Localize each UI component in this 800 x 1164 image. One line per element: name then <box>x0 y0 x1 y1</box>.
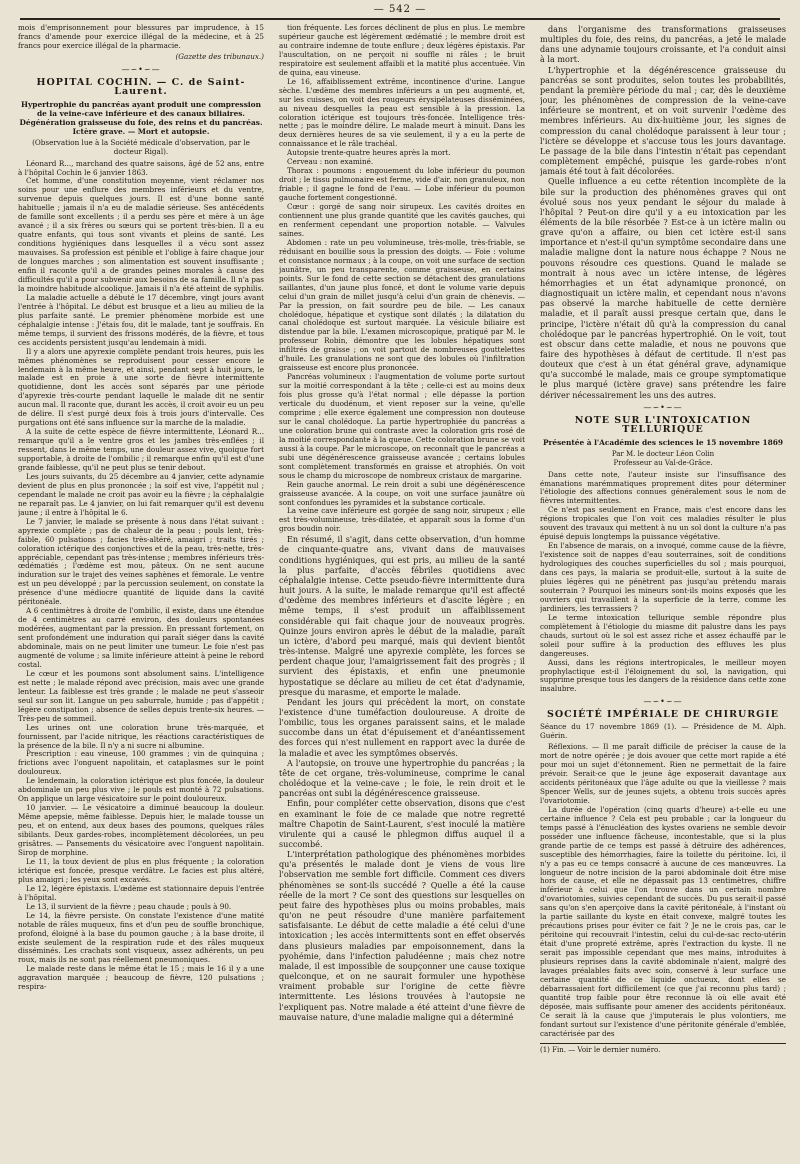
paragraph: dans l'organisme des transformations graisseuses multiples du foie, des reins, du pancréas, a jeté le malade dans une adynamie toujours croissante, et l'a conduit ainsi à la mort. <box>540 24 786 65</box>
hospital-heading: HOPITAL COCHIN. — C. de Saint-Laurent. <box>36 76 246 97</box>
case-subtitle: Hypertrophie du pancréas ayant produit une compression de la veine-cave inférieure et des canaux biliaires. Dégénération graisseuse du foie, des reins et du pancréas. Ictère grave. — Mort et autopsie. <box>19 99 263 136</box>
paragraph: Le 11, la toux devient de plus en plus fréquente ; la coloration ictérique est foncée, presque verdâtre. Le facies est plus altéré, plus amaigri ; les yeux sont excavés. <box>18 856 264 884</box>
page-number: — 542 — <box>373 4 427 15</box>
paragraph: Le 13, il survient de la fièvre ; peau chaude ; pouls à 90. <box>26 901 232 911</box>
paragraph: Thorax : poumons : engouement du lobe inférieur du poumon droit ; le tissu pulmonaire est ferme, vide d'air, non granuleux, non friable ; il gagne le fond de l'eau. — Lobe inférieur du poumon gauche fortement congestionné. <box>279 166 525 203</box>
observation-note: (Observation lue à la Société médicale d'observation, par le docteur Rigal). <box>32 137 250 156</box>
paragraph: La maladie actuelle a débuté le 17 décembre, vingt jours avant l'entrée à l'hôpital. Le début est brusque et a lieu au milieu de la plus parfaite santé. Le premier phénomène morbide est une céphalalgie intense : J'étais fou, dit le malade, tant je souffrais. En même temps, il survient des frissons modérés, de la fièvre, et tous ces accidents persistent jusqu'au lendemain à midi. <box>18 292 264 347</box>
paragraph: Cet homme, d'une constitution moyenne, vient réclamer nos soins pour une enflure des membres inférieurs et du ventre, survenue depuis quelques jours. Il est d'une bonne santé habituelle ; jamais il n'a eu de maladie sérieuse. Ses antécédents de famille sont excellents ; il a perdu ses père et mère à un âge avancé ; il a six frères ou sœurs qui se portent très-bien. Il a eu quatre enfants, qui tous sont vivants et pleins de santé. Les conditions hygiéniques dans lesquelles il a vécu sont assez mauvaises. Sa profession est pénible et l'oblige à faire chaque jour de longues marches ; son alimentation est souvent insuffisante ; enfin il raconte qu'il a de grandes peines morales à cause des difficultés qu'il a pour subvenir aux besoins de sa famille. Il n'a pas la moindre habitude alcoolique. Jamais il n'a été atteint de syphilis. <box>18 176 264 293</box>
paragraph: A l'autopsie, on trouve une hypertrophie du pancréas ; la tête de cet organe, très-volumineuse, comprime le canal cholédoque et la veine-cave ; le foie, le rein droit et le pancréas ont subi la dégénérescence graisseuse. <box>279 757 525 799</box>
paragraph: Les jours suivants, du 25 décembre au 4 janvier, cette adynamie devient de plus en plus prononcée ; la soif est vive, l'appétit nul ; cependant le malade ne croit pas avoir eu la fièvre ; la céphalalgie ne reparaît pas. Le 4 janvier, on lui fait remarquer qu'il est devenu jaune ; il entre à l'hôpital le 6. <box>18 471 264 517</box>
column-2-summary <box>279 534 525 1022</box>
paragraph: En l'absence de marais, on a invoqué, comme cause de la fièvre, l'existence soit de nappes d'eau souterraines, soit de conditions hydrologiques des couches superficielles du sol ; mais pourquoi, dans ces pays, la malaria se produit-elle, surtout à la suite de pluies légères qui ne pénètrent pas jusqu'au prétendu marais souterrain ? Pourquoi les mineurs sont-ils moins exposés que les ouvriers qui travaillent à la superficie de la terre, comme les jardiniers, les terrassiers ? <box>540 541 786 613</box>
note-author: Par M. le docteur Léon Colin <box>611 449 715 458</box>
column-3 <box>540 24 786 1154</box>
paragraph: Le malade reste dans le même état le 15 ; mais le 16 il y a une aggravation marquée ; beaucoup de fièvre, 120 pulsations ; respira- <box>18 964 264 992</box>
paragraph: 10 janvier. — Le vésicatoire a diminué beaucoup la douleur. Même apepsie, même faiblesse. Depuis hier, le malade tousse un peu, et on entend, aux deux bases des poumons, quelques râles sibilants. Deux gardes-robes, incomplètement décolorées, un peu grisâtres. — Pansements du vésicatoire avec l'onguent napolitain. Sirop de morphine. <box>18 803 264 857</box>
paragraph: Le cœur et les poumons sont absolument sains. L'intelligence est nette ; le malade répond avec précision, mais avec une grande lenteur. La faiblesse est très grande ; le malade ne peut s'asseoir seul sur son lit. Langue un peu saburrale, humide ; pas d'appétit ; légère constipation ; absence de selles depuis trente-six heures. — Très-peu de sommeil. <box>18 668 264 723</box>
paragraph: Abdomen : rate un peu volumineuse, très-molle, très-friable, se réduisant en bouillie sous la pression des doigts. — Foie : volume et consistance normaux ; à la coupe, on voit une surface de section jaunâtre, un peu transparente, comme graisseuse, en certains points. Sur le fond de cette section se détachent des granulations saillantes, d'un jaune plus foncé, et dont le volume varie depuis celui d'un grain de millet jusqu'à celui d'un grain de chènevis. — Par la pression, on fait sourdre peu de bile. — Les canaux cholédoque, hépatique et cystique sont dilatés ; la dilatation du canal cholédoque est surtout marquée. La vésicule biliaire est distendue par la bile. L'examen microscopique, pratiqué par M. le professeur Robin, démontre que les lobules hépatiques sont infiltrés de graisse ; on voit partout de nombreuses gouttelettes d'huile. Les granulations ne sont que des lobules où l'infiltration graisseuse est encore plus prononcée. <box>279 237 525 373</box>
column-1 <box>18 24 264 1154</box>
paragraph: Réflexions. — Il me paraît difficile de préciser la cause de la mort de notre opérée ; je dois avouer que cette mort rapide a été pour moi un sujet d'étonnement. Rien ne permettait de la faire prévoir. Serait-ce que le jeune âge exposerait davantage aux accidents péritonéaux que l'âge adulte ou que la vieillesse ? mais Spencer Wells, sur de jeunes sujets, a obtenu trois succès après l'ovariotomie. <box>540 742 786 805</box>
column-3-body <box>540 24 786 400</box>
continuation-text: mois d'emprisonnement pour blessures par imprudence, à 15 francs d'amende pour exercice illégal de la médecine, et à 25 francs pour exercice illégal de la pharmacie. <box>18 24 264 50</box>
ornament-divider: —∽•∽— <box>121 64 161 74</box>
paragraph: Le 12, légère épistaxis. L'œdème est stationnaire depuis l'entrée à l'hôpital. <box>18 883 264 902</box>
paragraph: Le 14, la fièvre persiste. On constate l'existence d'une matité notable de râles muqueux, fins et d'un peu de souffle bronchique, profond, éloigné à la base du poumon gauche ; à la base droite, il existe seulement de la respiration rude et des râles muqueux disséminés. Les crachats sont visqueux, assez adhérents, un peu roux, mais ils ne sont pas réellement pneumoniques. <box>18 910 264 965</box>
note-author-role: Professeur au Val-de-Grâce. <box>613 458 713 467</box>
paragraph: Quelle influence a eu cette rétention incomplète de la bile sur la production des phénomènes graves qui ont évolué sous nos yeux pendant le séjour du malade à l'hôpital ? Peut-on dire qu'il y a eu intoxication par les éléments de la bile résorbée ? Est-ce à un ictère malin ou grave qu'on a affaire, ou bien cet ictère est-il sans importance et n'est-il qu'un symptôme secondaire dans une maladie maligne dont la nature nous échappe ? Nous ne pouvons résoudre ces questions. Quand le malade se montrait à nous avec un ictère intense, de légères hémorrhagies et un état adynamique prononcé, on diagnostiquait un ictère malin, et cependant nous n'avons pas observé la marche habituelle de cette dernière maladie, et il paraît aussi presque certain que, dans le principe, l'ictère n'était dû qu'à la compression du canal cholédoque par le pancréas hypertrophié. On le voit, tout est obscur dans cette maladie, et nous ne pouvons que faire des hypothèses à défaut de certitude. Il n'est pas douteux que c'est à un état général grave, adynamique qu'a succombé le malade, mais ce groupe symptomatique le plus marqué (ictère grave) sans prétendre les faire dériver nécessairement les uns des autres. <box>540 176 786 400</box>
paragraph: tion fréquente. Les forces déclinent de plus en plus. Le membre supérieur gauche est légèrement œdématié ; le membre droit est au contraire indemne de toute enflure ; deux légères épistaxis. Par l'auscultation, on ne perçoit ni souffle ni râles ; le bruit respiratoire est seulement affaibli et la matité plus accentuée. Vin de quina, eau vineuse. <box>279 24 525 77</box>
paragraph: Les urines ont une coloration brune très-marquée, et fournissent, par l'acide nitrique, les réactions caractéristiques de la présence de la bile. Il n'y a ni sucre ni albumine. <box>18 722 264 750</box>
paragraph: Aussi, dans les régions intertropicales, le meilleur moyen prophylactique est-il l'éloignement du sol, la navigation, qui supprime presque tous les dangers de la résidence dans cette zone insalubre. <box>540 657 786 694</box>
paragraph: Prescription : eau vineuse, 100 grammes ; vin de quinquina ; frictions avec l'onguent napolitain, et cataplasmes sur le point douloureux. <box>18 749 264 777</box>
paragraph: Il y a alors une apyrexie complète pendant trois heures, puis les mêmes phénomènes se reproduisent pour cesser encore le lendemain à la même heure, et ainsi, pendant sept à huit jours, le malade est en proie à une sorte de fièvre intermittente quotidienne, dont les accès sont séparés par une période d'apyrexie très-courte pendant laquelle le malade dit ne sentir aucun mal. Il raconte que, durant les accès, il croit avoir eu un peu de délire. Il s'est purgé deux fois à trois jours d'intervalle. Ces purgations ont été sans influence sur la marche de la maladie. <box>18 346 264 428</box>
paragraph: Pancréas volumineux : l'augmentation de volume porte surtout sur la moitié correspondant à la tête ; celle-ci est au moins deux fois plus grosse qu'à l'état normal ; elle dépasse la portion verticale du duodénum, et vient reposer sur la veine, qu'elle comprime ; elle exerce également une compression non douteuse sur le canal cholédoque. La partie hypertrophiée du pancréas a une coloration brune qui contraste avec la coloration gris rosé de la moitié correspondante à la queue. Cette coloration brune se voit aussi à la coupe. Par le microscope, on reconnaît que le pancréas a subi une dégénérescence graisseuse avancée ; certains lobules sont complètement transformés en graisse et atrophiés. On voit sous le champ du microscope de nombreux cristaux de margarine. <box>279 372 525 480</box>
paragraph: Le 16, affaiblissement extrême, incontinence d'urine. Langue sèche. L'œdème des membres inférieurs a un peu augmenté, et, sur les cuisses, on voit des rougeurs érysipélateuses disséminées, au niveau desquelles la peau est sensible à la pression. La coloration ictérique est toujours très-foncée. Intelligence très-nette ; pas le moindre délire. Le malade meurt à minuit. Dans les deux dernières heures de sa vie seulement, il y a eu la perte de connaissance et le râle trachéal. <box>279 76 525 149</box>
note-title: NOTE SUR L'INTOXICATION TELLURIQUE <box>574 414 752 435</box>
paragraph: Rein gauche anormal. Le rein droit a subi une dégénérescence graisseuse avancée. A la coupe, on voit une surface jaunâtre où sont confondues les pyramides et la substance corticale. <box>279 479 525 507</box>
paragraph: Le lendemain, la coloration ictérique est plus foncée, la douleur abdominale un peu plus vive ; le pouls est monté à 72 pulsations. On applique un large vésicatoire sur le point douloureux. <box>18 776 264 804</box>
ornament-divider: —∽•∽— <box>643 402 683 412</box>
column-1-body <box>18 160 264 993</box>
paragraph: Cerveau : non examiné. <box>287 157 374 167</box>
paragraph: Pendant les jours qui précèdent la mort, on constate l'existence d'une tuméfaction douloureuse. A droite de l'ombilic, tous les organes paraissent sains, et le malade succombe dans un état d'épuisement et d'anéantissement des forces qui n'est nullement en rapport avec la durée de la maladie et avec les symptômes observés. <box>279 696 525 758</box>
paragraph: Autopsie trente-quatre heures après la mort. <box>287 148 451 158</box>
paragraph: Ce n'est pas seulement en France, mais c'est encore dans les régions tropicales que l'on voit ces maladies résulter le plus souvent des travaux qui mettent à nu un sol dont la culture n'a pas épuisé depuis longtemps la puissance végétative. <box>540 505 786 542</box>
society-body <box>540 743 786 1038</box>
society-session: Séance du 17 novembre 1869 (1). — Présidence de M. Alph. Guérin. <box>540 722 786 741</box>
source-citation: (Gazette des tribunaux.) <box>175 51 264 61</box>
paragraph: La durée de l'opération (cinq quarts d'heure) a-t-elle eu une certaine influence ? Cela est peu probable ; car la longueur du temps passé à l'énucléation des kystes ovariens ne semble devoir posséder une influence fâcheuse, incontestable, que si la plus grande partie de ce temps est passé à détruire des adhérences, susceptible des hémorrhagies, faire la toilette du péritoine. Ici, il n'y a pas eu ce temps consacré à aucune de ces manœuvres. La longueur de notre incision de la paroi abdominale doit être mise hors de cause, et elle ne dépassait pas 13 centimètres, chiffre inférieur à celui que l'on trouve dans un certain nombre d'ovariotomies, suivies cependant de succès. Du pus serait-il passé sans qu'on s'en aperçoive dans la cavité péritonéale, à l'instant où la partie saillante du kyste en était convexe, malgré toutes les précautions prises pour éviter ce fait ? Je ne le crois pas, car le péritoine qui recouvrait l'intestin, celui du cul-de-sac recto-utérin était d'une propreté extrême, après l'extraction du kyste. Il ne serait pas impossible cependant que mes mains, introduites à plusieurs reprises dans la cavité abdominale n'aient, malgré des lavages préalables faits avec soin, conservé à leur surface une certaine quantité de ce liquide onctueux, dont elles se débarrassaient fort difficilement (ce que j'ai reconnu plus tard) ; quantité trop faible pour être reconnue là où elle avait été déposée, mais suffisante pour amener des accidents péritonéaux. Ce serait là la cause que j'imputerais le plus volontiers, me fondant surtout sur l'existence d'une péritonite générale d'emblée, caractérisée par des <box>540 804 786 1038</box>
top-rule <box>20 18 780 20</box>
column-2-body <box>279 24 525 534</box>
paragraph: L'hypertrophie et la dégénérescence graisseuse du pancréas se sont produites, selon toutes les probabilités, pendant la première période du mal ; car, dès le deuxième jour, les phénomènes de compression de la veine-cave inférieure se montrent, et on voit survenir l'œdème des membres inférieurs. Au dix-huitième jour, les signes de compression du canal cholédoque paraissent à leur tour ; l'ictère se développe et s'accuse tous les jours davantage. Le passage de la bile dans l'intestin n'était pas cependant complètement empêché, puisque les garde-robes n'ont jamais été tout à fait décolorées. <box>540 64 786 177</box>
ornament-divider: —∽•∽— <box>643 697 683 707</box>
column-2 <box>279 24 525 1154</box>
paragraph: A la suite de cette espèce de fièvre intermittente, Léonard R... remarque qu'il a le ventre gros et les jambes très-enflées ; il ressent, dans le même temps, une douleur assez vive, quoique fort supportable, à droite de l'ombilic ; il remarque enfin qu'il est d'une grande faiblesse, qu'il ne peut plus se tenir debout. <box>18 427 264 472</box>
footnote: (1) Fin. — Voir le dernier numéro. <box>540 1043 786 1055</box>
paragraph: Léonard R..., marchand des quatre saisons, âgé de 52 ans, entre à l'hôpital Cochin le 6 janvier 1863. <box>18 158 264 177</box>
paragraph: En résumé, il s'agit, dans cette observation, d'un homme de cinquante-quatre ans, vivant dans de mauvaises conditions hygiéniques, qui est pris, au milieu de la santé la plus parfaite, d'accès fébriles quotidiens avec céphalalgie intense. Cette pseudo-fièvre intermittente dura huit jours. A la suite, le malade remarque qu'il est affecté d'œdème des membres inférieurs et d'ascite légère ; en même temps, il s'est produit un affaiblissement considérable qui fait chaque jour de nouveaux progrès. Quinze jours environ après le début de la maladie, paraît un ictère, d'abord peu marqué, mais qui devient bientôt très-intense. Malgré une apyrexie complète, les forces se perdent chaque jour, l'amaigrissement fait des progrès ; il survient des épistaxis, et enfin une pneumonie hypostatique se déclare au milieu de cet état d'adynamie, presque du marasme, et emporte le malade. <box>279 534 525 697</box>
paragraph: L'interprétation pathologique des phénomènes morbides qu'a présentés le malade dont je viens de vous lire l'observation me semble fort difficile. Comment ces divers phénomènes se sont-ils succédé ? Quelle a été la cause réelle de la mort ? Ce sont des questions sur lesquelles on peut faire des hypothèses plus ou moins probables, mais qu'on ne peut résoudre d'une manière parfaitement satisfaisante. Le début de cette maladie a été celui d'une intoxication ; les accès intermittents sont en effet observés dans plusieurs maladies par empoisonnement, dans la pyohémie, dans l'infection paludéenne ; mais chez notre malade, il est impossible de soupçonner une cause toxique quelconque, et on ne saurait formuler une hypothèse vraiment probable sur l'origine de cette fièvre intermittente. Les lésions trouvées à l'autopsie ne l'expliquent pas. Notre malade a été atteint d'une fièvre de mauvaise nature, d'une maladie maligne qui a déterminé <box>279 849 525 1022</box>
paragraph: Enfin, pour compléter cette observation, disons que c'est en examinant le foie de ce malade que notre regretté maître Chapotin de Saint-Laurent, s'est inoculé la matière virulente qui a causé le phlegmon diffus auquel il a succombé. <box>279 798 525 850</box>
note-body <box>540 471 786 695</box>
paragraph: Le terme intoxication tellurique semble répondre plus complètement à l'étiologie du miasme dit palustre dans les pays chauds, surtout où le sol est assez riche et assez échauffé par le soleil pour suffire à la production des effluves les plus dangereuses. <box>540 612 786 658</box>
society-title: SOCIÉTÉ IMPÉRIALE DE CHIRURGIE <box>547 709 779 721</box>
paragraph: Dans cette note, l'auteur insiste sur l'insuffisance des émanations marémmatiques proprement dites pour déterminer l'étiologie des affections connues généralement sous le nom de fièvres intermittentes. <box>540 469 786 506</box>
paragraph: La veine cave inférieure est gorgée de sang noir, sirupeux ; elle est très-volumineuse, très-dilatée, et apparaît sous la forme d'un gros boudin noir. <box>279 506 525 534</box>
paragraph: Le 7 janvier, le malade se présente à nous dans l'état suivant : apyrexie complète ; pas de chaleur de la peau ; pouls lent, très-faible, 60 pulsations ; facies très-altéré, amaigri ; traits tirés ; coloration ictérique des conjonctives et de la peau, très-nette, très-appréciable, cependant pas très-intense ; membres inférieurs très-œdématiés ; l'œdème est mou, pâteux. On ne sent aucune induration sur le trajet des veines saphènes et fémorale. Le ventre est un peu développé ; par la percussion seulement, on constate la présence d'une médiocre quantité de liquide dans la cavité péritonéale. <box>18 516 264 607</box>
note-subtitle: Présentée à l'Académie des sciences le 15 novembre 1869 <box>542 437 784 447</box>
paragraph: A 6 centimètres à droite de l'ombilic, il existe, dans une étendue de 4 centimètres au carré environ, des douleurs spontanées modérées, augmentant par la pression. En pressant fortement, on sent profondément une induration qui paraît siéger dans la cavité abdominale, mais on ne peut limiter une tumeur. Le foie n'est pas augmenté de volume ; sa limite inférieure atteint à peine le rebord costal. <box>18 606 264 669</box>
paragraph: Cœur : gorgé de sang noir sirupeux. Les cavités droites en contiennent une plus grande quantité que les cavités gauches, qui en renferment cependant une proportion notable. — Valvules saines. <box>279 202 525 238</box>
